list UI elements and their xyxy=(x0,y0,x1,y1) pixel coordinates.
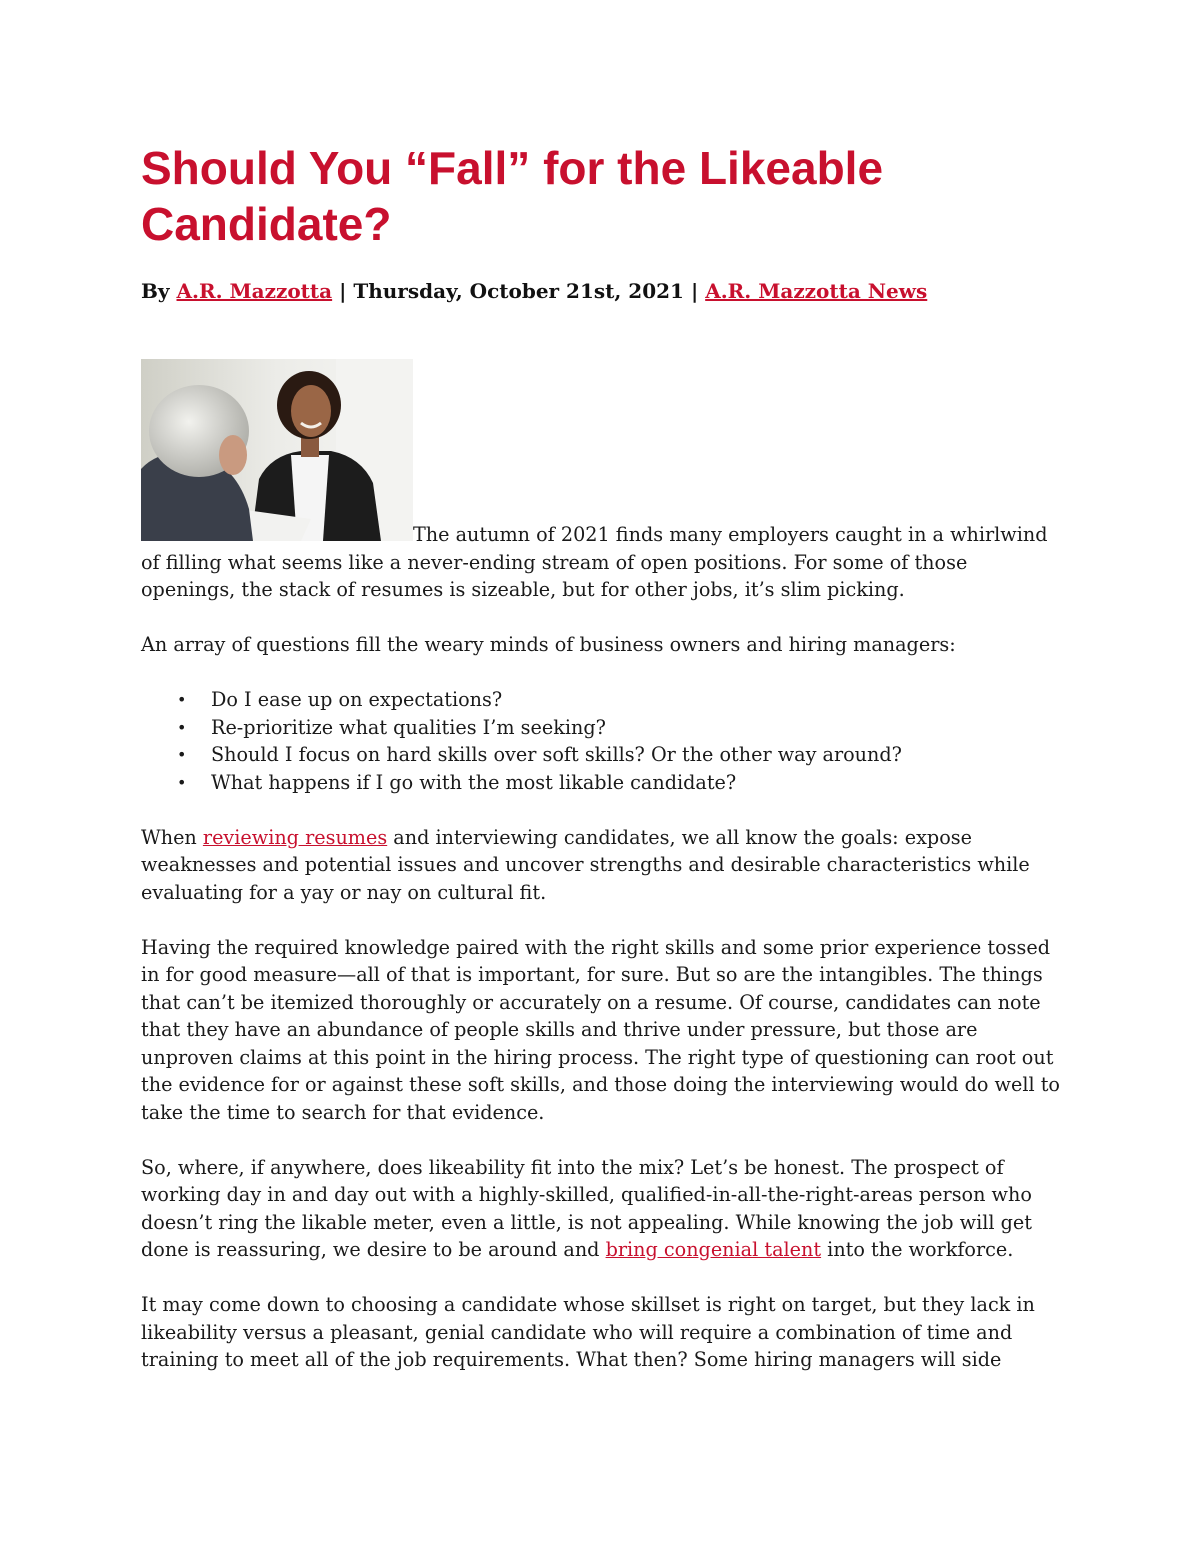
author-link[interactable]: A.R. Mazzotta xyxy=(176,279,333,303)
questions-list xyxy=(141,686,1061,796)
interview-photo xyxy=(141,359,413,541)
choice-paragraph: It may come down to choosing a candidate whose skillset is right on target, but they lack in likeability versus a pleasant, genial candidate who will require a combination of time and training to meet all of the job requirements. What then? Some hiring managers will side xyxy=(141,1293,1035,1371)
list-item: • Should I focus on hard skills over soft skills? Or the other way around? xyxy=(211,741,1061,769)
likeability-paragraph xyxy=(141,1154,1061,1264)
intro-text: The autumn of 2021 finds many employers caught in a whirlwind of filling what seems like a never-ending stream of open positions. For some of those openings, the stack of resumes is sizeable, but for other jobs, it’s slim picking. xyxy=(141,523,1048,601)
list-item: • Re-prioritize what qualities I’m seeking? xyxy=(211,714,1061,742)
congenial-talent-link[interactable]: bring congenial talent xyxy=(605,1238,822,1261)
article-title: Should You “Fall” for the Likeable Candidate? xyxy=(141,142,884,250)
list-item: • Do I ease up on expectations? xyxy=(211,686,1061,714)
likeability-text-end: into the workforce. xyxy=(821,1238,1014,1261)
byline-prefix: By xyxy=(141,279,177,303)
category-link[interactable]: A.R. Mazzotta News xyxy=(705,279,928,303)
goals-text-start: When xyxy=(141,825,203,849)
article-byline xyxy=(141,276,927,306)
goals-paragraph xyxy=(141,824,1061,907)
article-body xyxy=(141,359,1061,1401)
reviewing-resumes-link[interactable]: reviewing resumes xyxy=(202,825,388,849)
questions-intro: An array of questions fill the weary minds of business owners and hiring managers: xyxy=(141,633,956,656)
intro-paragraph xyxy=(141,359,1061,604)
list-item: • What happens if I go with the most likable candidate? xyxy=(211,769,1061,797)
goals-text-end: and interviewing candidates, we all know the goals: expose weaknesses and potential issues and uncover strengths and desirable characteristics while evaluating for a yay or nay on cultural fit. xyxy=(141,825,1030,904)
byline-separator: | xyxy=(332,279,354,303)
byline-separator: | xyxy=(683,279,706,303)
intangibles-paragraph: Having the required knowledge paired with the right skills and some prior experience tossed in for good measure—all of that is important, for sure. But so are the intangibles. The things that can’t be itemized thoroughly or accurately on a resume. Of course, candidates can note that they have an abundance of people skills and thrive under pressure, but those are unproven claims at this point in the hiring process. The right type of questioning can root out the evidence for or against these soft skills, and those doing the interviewing would do well to take the time to search for that evidence. xyxy=(141,935,1060,1124)
publish-date: Thursday, October 21st, 2021 xyxy=(353,279,684,303)
likeability-text-start: So, where, if anywhere, does likeability fit into the mix? Let’s be honest. The prospect of working day in and day out with a highly-skilled, qualified-in-all-the-right-areas person who doesn’t ring the likable meter, even a little, is not appealing. While knowing the job will get done is reassuring, we desire to be around and xyxy=(141,1155,1032,1261)
